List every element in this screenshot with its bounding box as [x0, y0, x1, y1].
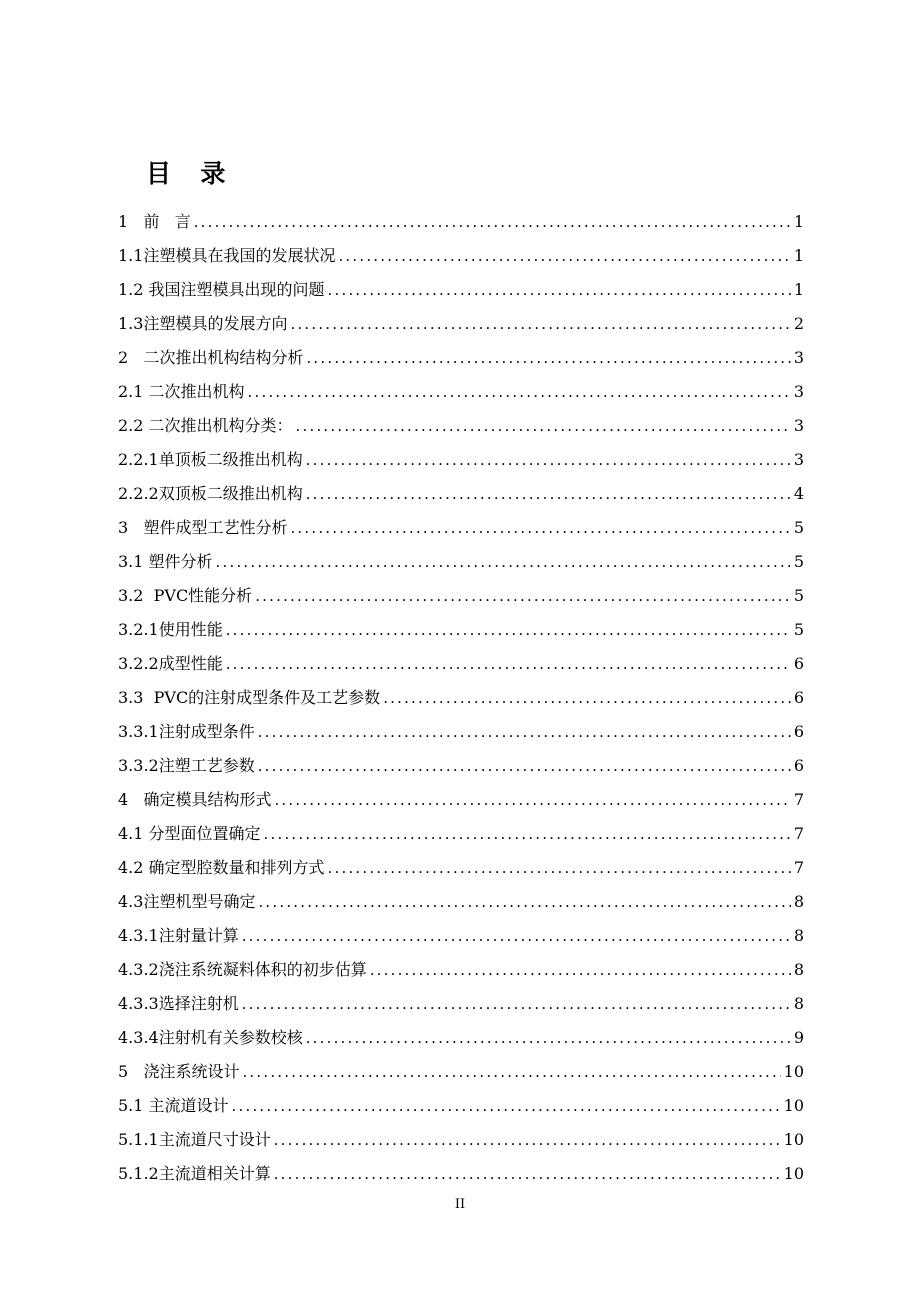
toc-entry-label: 3.2.1使用性能	[118, 620, 223, 639]
toc-entry-label: 4.3.4注射机有关参数校核	[118, 1028, 303, 1047]
page-title: 目 录	[146, 159, 230, 188]
toc-entry[interactable]	[118, 1157, 804, 1191]
toc-entry-label: 3.2.2成型性能	[118, 654, 223, 673]
toc-dot-leader	[248, 375, 791, 409]
toc-entry-page-number: 6	[793, 722, 804, 741]
toc-entry-page-number: 7	[793, 790, 804, 809]
toc-dot-leader	[194, 205, 791, 239]
toc-dot-leader	[226, 613, 791, 647]
toc-dot-leader	[306, 341, 790, 375]
toc-dot-leader	[242, 987, 791, 1021]
toc-entry[interactable]	[118, 477, 804, 511]
toc-entry-label: 3.1 塑件分析	[118, 552, 213, 571]
toc-entry[interactable]	[118, 579, 804, 613]
footer-page-number: II	[454, 1197, 466, 1212]
toc-entry[interactable]	[118, 783, 804, 817]
toc-dot-leader	[306, 1021, 791, 1055]
toc-entry[interactable]	[118, 817, 804, 851]
toc-entry-page-number: 4	[793, 484, 804, 503]
toc-entry[interactable]	[118, 851, 804, 885]
toc-dot-leader	[274, 1157, 781, 1191]
toc-dot-leader	[264, 817, 791, 851]
toc-entry-label: 3.3.2注塑工艺参数	[118, 756, 255, 775]
toc-entry[interactable]	[118, 715, 804, 749]
toc-entry[interactable]	[118, 409, 804, 443]
toc-entry-label: 5.1 主流道设计	[118, 1096, 229, 1115]
toc-entry-page-number: 5	[793, 518, 804, 537]
toc-entry-page-number: 2	[793, 314, 804, 333]
toc-dot-leader	[216, 545, 791, 579]
toc-entry-page-number: 8	[793, 960, 804, 979]
toc-entry[interactable]	[118, 1055, 804, 1089]
toc-dot-leader	[328, 851, 791, 885]
toc-entry-label: 1.2 我国注塑模具出现的问题	[118, 280, 325, 299]
toc-dot-leader	[306, 443, 791, 477]
toc-dot-leader	[290, 511, 790, 545]
toc-entry-label: 1.3注塑模具的发展方向	[118, 314, 288, 333]
toc-entry[interactable]	[118, 987, 804, 1021]
toc-entry-label: 3.3 PVC的注射成型条件及工艺参数	[118, 688, 381, 707]
toc-entry[interactable]	[118, 273, 804, 307]
toc-entry[interactable]	[118, 1021, 804, 1055]
toc-entry[interactable]	[118, 341, 804, 375]
toc-entry-page-number: 5	[793, 586, 804, 605]
toc-dot-leader	[258, 715, 791, 749]
toc-dot-leader	[370, 953, 791, 987]
toc-entry[interactable]	[118, 885, 804, 919]
toc-dot-leader	[274, 1123, 781, 1157]
toc-entry-label: 4.3.2浇注系统凝料体积的初步估算	[118, 960, 367, 979]
toc-dot-leader	[338, 239, 790, 273]
toc-entry[interactable]	[118, 1123, 804, 1157]
toc-entry-label: 4.3.3选择注射机	[118, 994, 239, 1013]
toc-dot-leader	[290, 307, 790, 341]
toc-entry-label: 2.2.2双顶板二级推出机构	[118, 484, 303, 503]
toc-entry-label: 4.3注塑机型号确定	[118, 892, 256, 911]
toc-entry-page-number: 1	[793, 246, 804, 265]
toc-entry[interactable]	[118, 613, 804, 647]
toc-entry-label: 3.3.1注射成型条件	[118, 722, 255, 741]
toc-entry[interactable]	[118, 239, 804, 273]
toc-dot-leader	[328, 273, 791, 307]
toc-entry-page-number: 3	[793, 382, 804, 401]
toc-entry-page-number: 3	[793, 348, 804, 367]
toc-entry-label: 2.2.1单顶板二级推出机构	[118, 450, 303, 469]
toc-entry-page-number: 8	[793, 926, 804, 945]
toc-entry-page-number: 1	[793, 212, 804, 231]
toc-entry-page-number: 10	[783, 1130, 804, 1149]
toc-entry-page-number: 1	[793, 280, 804, 299]
toc-entry-label: 4.1 分型面位置确定	[118, 824, 261, 843]
toc-entry-label: 1.1注塑模具在我国的发展状况	[118, 246, 336, 265]
toc-entry[interactable]	[118, 375, 804, 409]
toc-entry-page-number: 3	[793, 416, 804, 435]
toc-entry-page-number: 6	[793, 688, 804, 707]
toc-entry[interactable]	[118, 919, 804, 953]
toc-entry-label: 2 二次推出机构结构分析	[118, 348, 304, 367]
toc-entry[interactable]	[118, 1089, 804, 1123]
toc-entry-page-number: 8	[793, 892, 804, 911]
toc-entry-page-number: 10	[783, 1096, 804, 1115]
toc-entry[interactable]	[118, 205, 804, 239]
toc-entry-label: 1 前 言	[118, 212, 191, 231]
toc-entry-label: 4.3.1注射量计算	[118, 926, 239, 945]
toc-entry[interactable]	[118, 749, 804, 783]
toc-entry-label: 5.1.1主流道尺寸设计	[118, 1130, 271, 1149]
toc-dot-leader	[306, 477, 791, 511]
toc-dot-leader	[242, 919, 791, 953]
toc-dot-leader	[274, 783, 790, 817]
toc-entry-page-number: 6	[793, 654, 804, 673]
toc-entry-page-number: 8	[793, 994, 804, 1013]
toc-entry-label: 4 确定模具结构形式	[118, 790, 272, 809]
toc-entry[interactable]	[118, 443, 804, 477]
toc-entry[interactable]	[118, 647, 804, 681]
toc-entry-label: 3.2 PVC性能分析	[118, 586, 253, 605]
toc-entry[interactable]	[118, 307, 804, 341]
toc-entry-page-number: 6	[793, 756, 804, 775]
toc-entry-page-number: 7	[793, 824, 804, 843]
toc-dot-leader	[255, 579, 791, 613]
toc-entry-page-number: 10	[783, 1164, 804, 1183]
toc-entry[interactable]	[118, 511, 804, 545]
toc-entry-label: 4.2 确定型腔数量和排列方式	[118, 858, 325, 877]
toc-entry-label: 5.1.2主流道相关计算	[118, 1164, 271, 1183]
toc-entry-page-number: 5	[793, 552, 804, 571]
toc-entry-label: 3 塑件成型工艺性分析	[118, 518, 288, 537]
toc-entry[interactable]	[118, 681, 804, 715]
toc-dot-leader	[296, 409, 791, 443]
toc-entry-page-number: 3	[793, 450, 804, 469]
toc-dot-leader	[232, 1089, 781, 1123]
toc-entry[interactable]	[118, 545, 804, 579]
toc-entry-page-number: 7	[793, 858, 804, 877]
toc-dot-leader	[242, 1055, 780, 1089]
toc-dot-leader	[383, 681, 791, 715]
toc-entry[interactable]	[118, 953, 804, 987]
toc-dot-leader	[258, 885, 790, 919]
toc-entry-label: 2.2 二次推出机构分类：	[118, 416, 293, 435]
toc-dot-leader	[226, 647, 791, 681]
toc-entry-page-number: 5	[793, 620, 804, 639]
toc-entry-label: 5 浇注系统设计	[118, 1062, 240, 1081]
toc-entry-page-number: 10	[783, 1062, 804, 1081]
toc-dot-leader	[258, 749, 791, 783]
toc-entry-page-number: 9	[793, 1028, 804, 1047]
table-of-contents	[118, 205, 804, 1191]
toc-entry-label: 2.1 二次推出机构	[118, 382, 245, 401]
